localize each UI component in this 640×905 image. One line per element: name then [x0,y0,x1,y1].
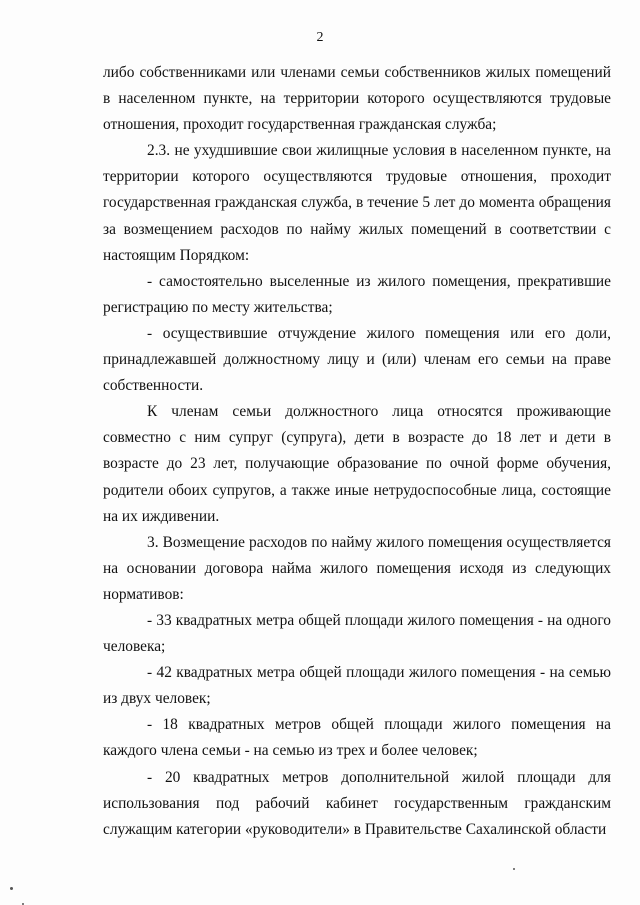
list-item-norm-one-person: - 33 квадратных метра общей площади жилого помещения - на одного человека; [103,611,611,656]
scan-speck [513,868,515,870]
list-item-evicted: - самостоятельно выселенные из жилого помещения, прекратившие регистрацию по месту жительства; [103,272,611,316]
paragraph-2-3: 2.3. не ухудшившие свои жилищные условия в населенном пункте, на территории которого осуществляются трудовые отношения, проходит государственная гражданская служба, в течение 5 лет до момента обращения за возмещением расходов по найму жилых помещений в соответствии с настоящим Порядком: [103,142,611,264]
list-item-alienation: - осуществившие отчуждение жилого помещения или его доли, принадлежавшей должностному лицу и (или) членам его семьи на праве собственности. [103,324,611,395]
scan-speck [10,887,13,890]
paragraph-continuation: либо собственниками или членами семьи собственников жилых помещений в населенном пункте, на территории которого осуществляются трудовые отношения, проходит государственная гражданская служба; [103,64,611,134]
list-item-norm-two-persons: - 42 квадратных метра общей площади жилого помещения - на семью из двух человек; [103,664,611,708]
document-body [103,60,611,843]
list-item-norm-study: - 20 квадратных метров дополнительной жилой площади для использования под рабочий кабинет государственным гражданским служащим категории «руководители» в Правительстве Сахалинской области [103,768,611,838]
paragraph-3: 3. Возмещение расходов по найму жилого помещения осуществляется на основании договора найма жилого помещения исходя из следующих нормативов: [103,533,611,603]
page-number: 2 [316,30,324,45]
paragraph-family-members: К членам семьи должностного лица относятся проживающие совместно с ним супруг (супруга), дети в возрасте до 18 лет и дети в возрасте до 23 лет, получающие образование по очной форме обучения, родители обоих супругов, а также иные нетрудоспособные лица, состоящие на их иждивении. [103,403,611,525]
list-item-norm-three-plus: - 18 квадратных метров общей площади жилого помещения на каждого члена семьи - на семью из трех и более человек; [103,716,611,760]
